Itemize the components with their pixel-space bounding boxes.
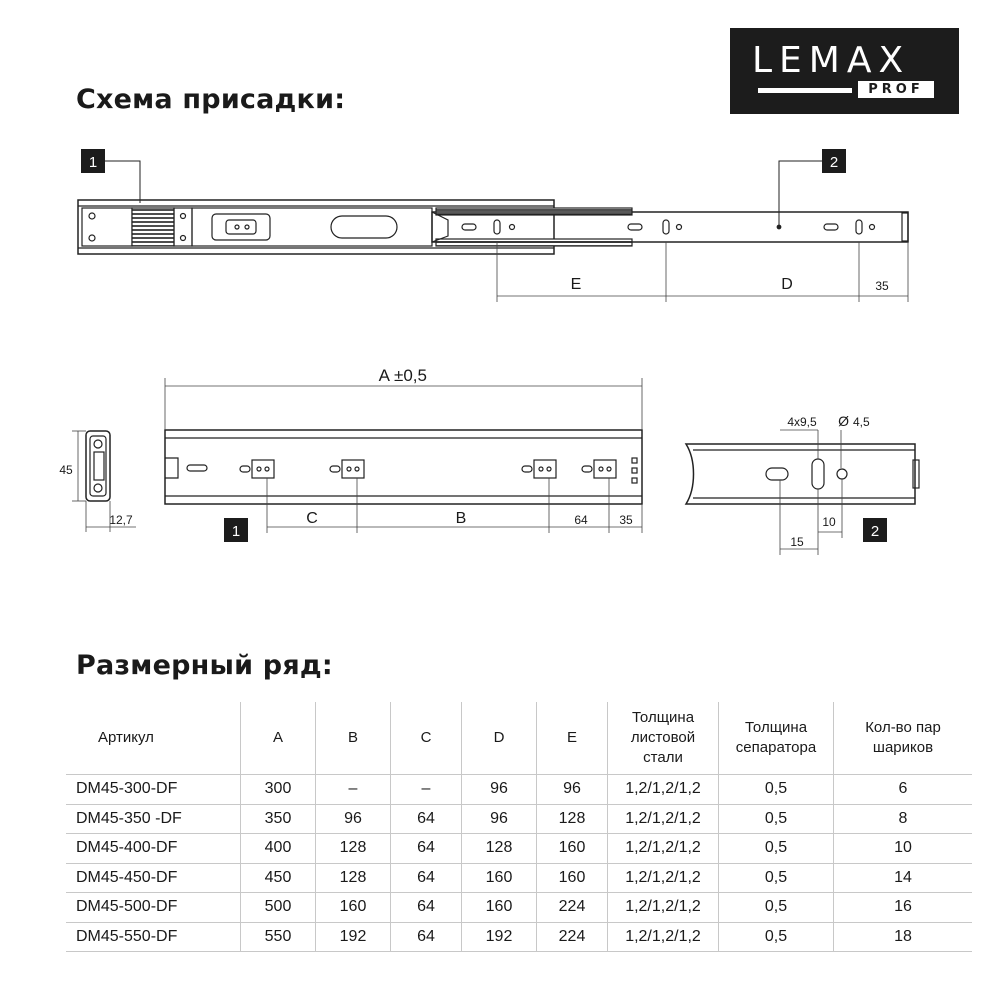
table-row [66, 775, 972, 805]
table-cell: 160 [537, 863, 608, 893]
table-cell: – [391, 775, 462, 805]
table-row [66, 922, 972, 952]
col-header-steel: Толщина листовой стали [608, 702, 719, 775]
callout-1-label: 1 [88, 154, 98, 171]
table-cell: 0,5 [719, 775, 834, 805]
col-header-separator: Толщина сепаратора [719, 702, 834, 775]
size-table [66, 702, 972, 952]
dim-35-top-label: 35 [875, 279, 889, 293]
table-row [66, 804, 972, 834]
slot-size-label: 4x9,5 [787, 415, 817, 429]
scheme-heading: Схема присадки: [76, 84, 346, 115]
table-row [66, 834, 972, 864]
table-cell: DM45-550-DF [66, 922, 241, 952]
table-row [66, 893, 972, 923]
table-cell: 0,5 [719, 863, 834, 893]
col-header-b: B [316, 702, 391, 775]
table-cell: 1,2/1,2/1,2 [608, 834, 719, 864]
table-cell: 160 [316, 893, 391, 923]
table-cell: 16 [834, 893, 973, 923]
table-cell: – [316, 775, 391, 805]
table-cell: 224 [537, 893, 608, 923]
table-cell: 1,2/1,2/1,2 [608, 863, 719, 893]
table-cell: 6 [834, 775, 973, 805]
callout-2-label: 2 [829, 154, 839, 171]
col-header-e: E [537, 702, 608, 775]
table-cell: 160 [462, 863, 537, 893]
table-cell: 1,2/1,2/1,2 [608, 922, 719, 952]
dim-d-label: D [781, 276, 793, 293]
diameter-symbol: Ø [838, 413, 849, 429]
table-cell: 160 [462, 893, 537, 923]
table-cell: 96 [462, 775, 537, 805]
callout-1-side-label: 1 [231, 523, 241, 540]
dim-e-label: E [570, 276, 582, 293]
table-cell: DM45-400-DF [66, 834, 241, 864]
dim-a-tolerance: ±0,5 [394, 366, 427, 385]
table-cell: 64 [391, 804, 462, 834]
table-cell: 0,5 [719, 834, 834, 864]
table-cell: 10 [834, 834, 973, 864]
table-cell: 64 [391, 922, 462, 952]
table-cell: 550 [241, 922, 316, 952]
table-cell: 128 [316, 834, 391, 864]
dim-b-label: B [455, 510, 467, 527]
table-cell: 96 [316, 804, 391, 834]
table-cell: 18 [834, 922, 973, 952]
col-header-d: D [462, 702, 537, 775]
table-cell: DM45-450-DF [66, 863, 241, 893]
table-header-row [66, 702, 972, 775]
table-cell: 1,2/1,2/1,2 [608, 804, 719, 834]
table-cell: 128 [462, 834, 537, 864]
table-cell: 96 [462, 804, 537, 834]
dim-35-side-label: 35 [619, 513, 633, 527]
table-cell: 64 [391, 863, 462, 893]
table-cell: 160 [537, 834, 608, 864]
dim-a-label: A [378, 366, 390, 385]
table-cell: 64 [391, 893, 462, 923]
dim-10-label: 10 [822, 515, 836, 529]
table-cell: 0,5 [719, 893, 834, 923]
table-cell: 96 [537, 775, 608, 805]
table-cell: 0,5 [719, 922, 834, 952]
table-cell: DM45-300-DF [66, 775, 241, 805]
table-cell: 350 [241, 804, 316, 834]
table-cell: 192 [462, 922, 537, 952]
end-width-label: 12,7 [109, 513, 133, 527]
col-header-article: Артикул [98, 729, 154, 746]
table-cell: 0,5 [719, 804, 834, 834]
table-cell: 64 [391, 834, 462, 864]
table-cell: 300 [241, 775, 316, 805]
table-cell: 1,2/1,2/1,2 [608, 775, 719, 805]
table-row [66, 863, 972, 893]
size-heading: Размерный ряд: [76, 650, 333, 681]
side-view [165, 378, 642, 542]
table-cell: 400 [241, 834, 316, 864]
table-cell: 1,2/1,2/1,2 [608, 893, 719, 923]
table-cell: DM45-350 -DF [66, 804, 241, 834]
table-cell: 14 [834, 863, 973, 893]
dim-15-label: 15 [790, 535, 804, 549]
col-header-c: C [391, 702, 462, 775]
table-cell: 500 [241, 893, 316, 923]
table-cell: 128 [537, 804, 608, 834]
table-cell: 192 [316, 922, 391, 952]
dim-64-label: 64 [574, 513, 588, 527]
brand-name: LEMAX [752, 40, 911, 81]
hole-size-label: 4,5 [853, 415, 870, 429]
brand-sub: PROF [858, 81, 934, 98]
end-height-label: 45 [59, 463, 73, 477]
table-cell: 450 [241, 863, 316, 893]
table-cell: 128 [316, 863, 391, 893]
table-cell: DM45-500-DF [66, 893, 241, 923]
col-header-a: A [241, 702, 316, 775]
table-cell: 224 [537, 922, 608, 952]
dim-c-label: C [306, 510, 318, 527]
col-header-balls: Кол-во пар шариков [834, 702, 973, 775]
table-cell: 8 [834, 804, 973, 834]
callout-2-detail-label: 2 [870, 523, 880, 540]
